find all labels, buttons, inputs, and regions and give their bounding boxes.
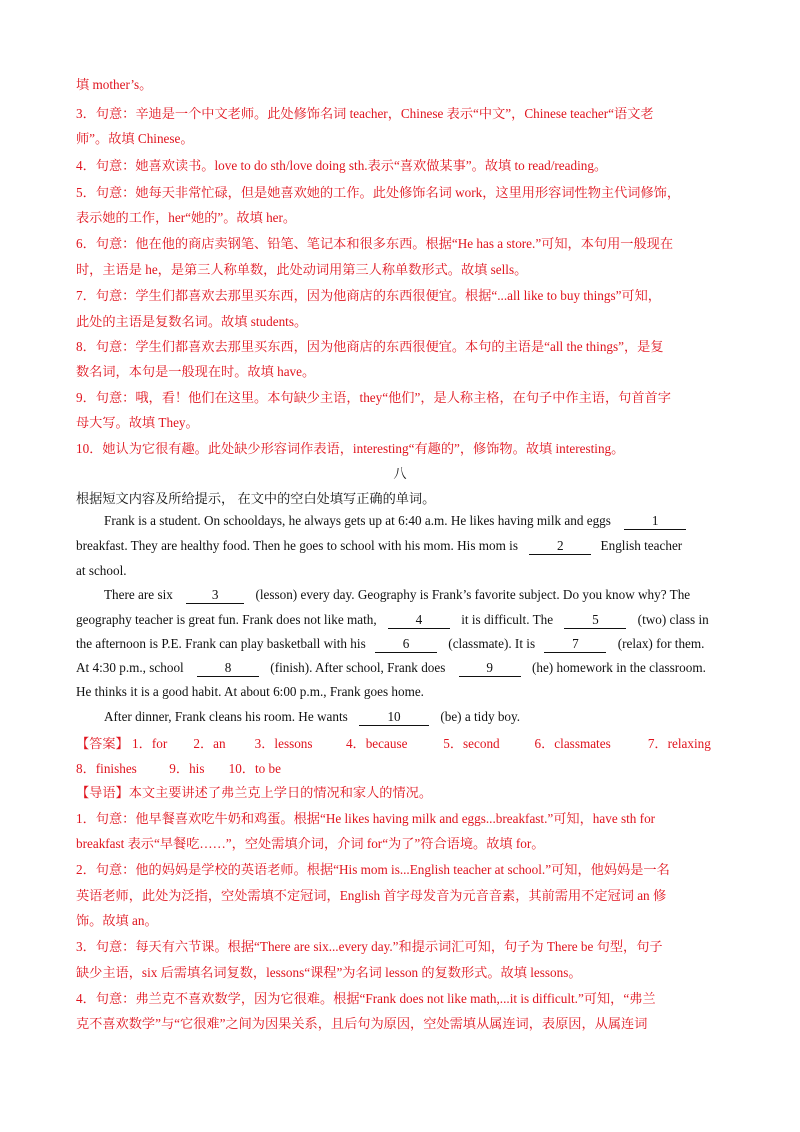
passage-text: Frank is a student. On schooldays, he always gets up at 6:40 a.m. He likes having milk and eggs <box>104 513 611 528</box>
passage-line: at school. <box>76 563 127 578</box>
explanation-line: 饰。故填 an。 <box>76 913 158 928</box>
blank-6: 6 <box>375 637 437 653</box>
instruction: 根据短文内容及所给提示， 在文中的空白处填写正确的单词。 <box>76 491 436 506</box>
passage-text: the afternoon is P.E. Frank can play basketball with his <box>76 636 366 651</box>
explanation-line: 4．句意：弗兰克不喜欢数学，因为它很难。根据“Frank does not like math,...it is difficult.”可知，“弗兰 <box>76 991 656 1006</box>
explanation-line: 英语老师，此处为泛指，空处需填不定冠词，English 首字母发音为元音音素，其前需用不定冠词 an 修 <box>76 888 667 903</box>
blank-3: 3 <box>186 588 244 604</box>
explanation-line: 表示她的工作，her“她的”。故填 her。 <box>76 210 297 225</box>
passage-line <box>104 587 690 604</box>
explanation-line: 8．句意：学生们都喜欢去那里买东西，因为他商店的东西很便宜。本句的主语是“all the things”，是复 <box>76 339 664 354</box>
blank-8: 8 <box>197 661 259 677</box>
passage-line <box>104 709 520 726</box>
passage-text: (finish). After school, Frank does <box>270 660 446 675</box>
explanation-line: 6．句意：他在他的商店卖钢笔、铅笔、笔记本和很多东西。根据“He has a store.”可知，本句用一般现在 <box>76 236 674 251</box>
answer-label: 【答案】 <box>76 736 129 751</box>
blank-7: 7 <box>544 637 606 653</box>
answer-item: 6．classmates <box>534 736 611 751</box>
passage-text: There are six <box>104 587 173 602</box>
explanation-line: 此处的主语是复数名词。故填 students。 <box>76 314 308 329</box>
passage-text: (be) a tidy boy. <box>440 709 521 724</box>
passage-text: (two) class in <box>637 612 709 627</box>
explanation-line: 师”。故填 Chinese。 <box>76 131 194 146</box>
passage-text: (classmate). It is <box>448 636 536 651</box>
answer-item: 10．to be <box>228 761 281 776</box>
passage-line <box>76 660 706 677</box>
passage-line <box>76 612 709 629</box>
explanation-line: 3．句意：辛迪是一个中文老师。此处修饰名词 teacher，Chinese 表示“中文”，Chinese teacher“语文老 <box>76 106 654 121</box>
blank-5: 5 <box>564 613 626 629</box>
passage-line <box>104 513 686 530</box>
passage-text: (he) homework in the classroom. <box>531 660 706 675</box>
guide-line: 【导语】本文主要讲述了弗兰克上学日的情况和家人的情况。 <box>76 785 433 800</box>
passage-text: After dinner, Frank cleans his room. He wants <box>104 709 348 724</box>
blank-10: 10 <box>359 710 429 726</box>
explanation-line: 9．句意：哦，看！他们在这里。本句缺少主语，they“他们”，是人称主格，在句子中作主语，句首首字 <box>76 390 671 405</box>
answer-item: 7．relaxing <box>647 736 711 751</box>
explanation-line: 填 mother’s。 <box>76 77 153 92</box>
passage-text: English teacher <box>600 538 683 553</box>
blank-1: 1 <box>624 514 686 530</box>
passage-line <box>76 636 704 653</box>
blank-4: 4 <box>388 613 450 629</box>
explanation-line: 数名词，本句是一般现在时。故填 have。 <box>76 364 316 379</box>
answer-item: 1．for <box>132 736 168 751</box>
passage-text: geography teacher is great fun. Frank does not like math, <box>76 612 377 627</box>
passage-text: (lesson) every day. Geography is Frank’s favorite subject. Do you know why? The <box>255 587 691 602</box>
explanation-line: 1．句意：他早餐喜欢吃牛奶和鸡蛋。根据“He likes having milk and eggs...breakfast.”可知，have sth for <box>76 811 656 826</box>
explanation-line: 5．句意：她每天非常忙碌，但是她喜欢她的工作。此处修饰名词 work，这里用形容词性物主代词修饰， <box>76 185 681 200</box>
passage-text: At 4:30 p.m., school <box>76 660 184 675</box>
blank-9: 9 <box>459 661 521 677</box>
answer-item: 8．finishes <box>76 761 137 776</box>
blank-2: 2 <box>529 539 591 555</box>
explanation-line: 2．句意：他的妈妈是学校的英语老师。根据“His mom is...English teacher at school.”可知，他妈妈是一名 <box>76 862 670 877</box>
explanation-line: 7．句意：学生们都喜欢去那里买东西，因为他商店的东西很便宜。根据“...all like to buy things”可知， <box>76 288 661 303</box>
passage-text: breakfast. They are healthy food. Then he goes to school with his mom. His mom is <box>76 538 518 553</box>
explanation-line: 缺少主语，six 后需填名词复数，lessons“课程”为名词 lesson 的复数形式。故填 lessons。 <box>76 965 582 980</box>
explanation-line: 4．句意：她喜欢读书。love to do sth/love doing sth.表示“喜欢做某事”。故填 to read/reading。 <box>76 158 608 173</box>
explanation-line: 3．句意：每天有六节课。根据“There are six...every day.”和提示词汇可知，句子为 There be 句型，句子 <box>76 939 663 954</box>
passage-line: He thinks it is a good habit. At about 6:00 p.m., Frank goes home. <box>76 684 424 699</box>
explanation-line: 时，主语是 he，是第三人称单数，此处动词用第三人称单数形式。故填 sells。 <box>76 262 528 277</box>
answer-item: 2．an <box>193 736 226 751</box>
answer-item: 9．his <box>169 761 205 776</box>
answer-item: 5．second <box>443 736 500 751</box>
answer-item: 3．lessons <box>254 736 313 751</box>
explanation-line: breakfast 表示“早餐吃……”，空处需填介词，介词 for“为了”符合语境。故填 for。 <box>76 836 545 851</box>
section-heading: 八 <box>393 466 407 481</box>
passage-text: (relax) for them. <box>617 636 705 651</box>
explanation-line: 10．她认为它很有趣。此处缺少形容词作表语，interesting“有趣的”，修饰物。故填 interesting。 <box>76 441 625 456</box>
passage-line <box>76 538 682 555</box>
explanation-line: 母大写。故填 They。 <box>76 415 199 430</box>
passage-text: it is difficult. The <box>461 612 554 627</box>
answer-row <box>76 758 281 777</box>
answer-item: 4．because <box>345 736 408 751</box>
explanation-line: 克不喜欢数学”与“它很难”之间为因果关系，且后句为原因，空处需填从属连词，表原因，从属连词 <box>76 1016 648 1031</box>
answer-row <box>76 733 711 752</box>
